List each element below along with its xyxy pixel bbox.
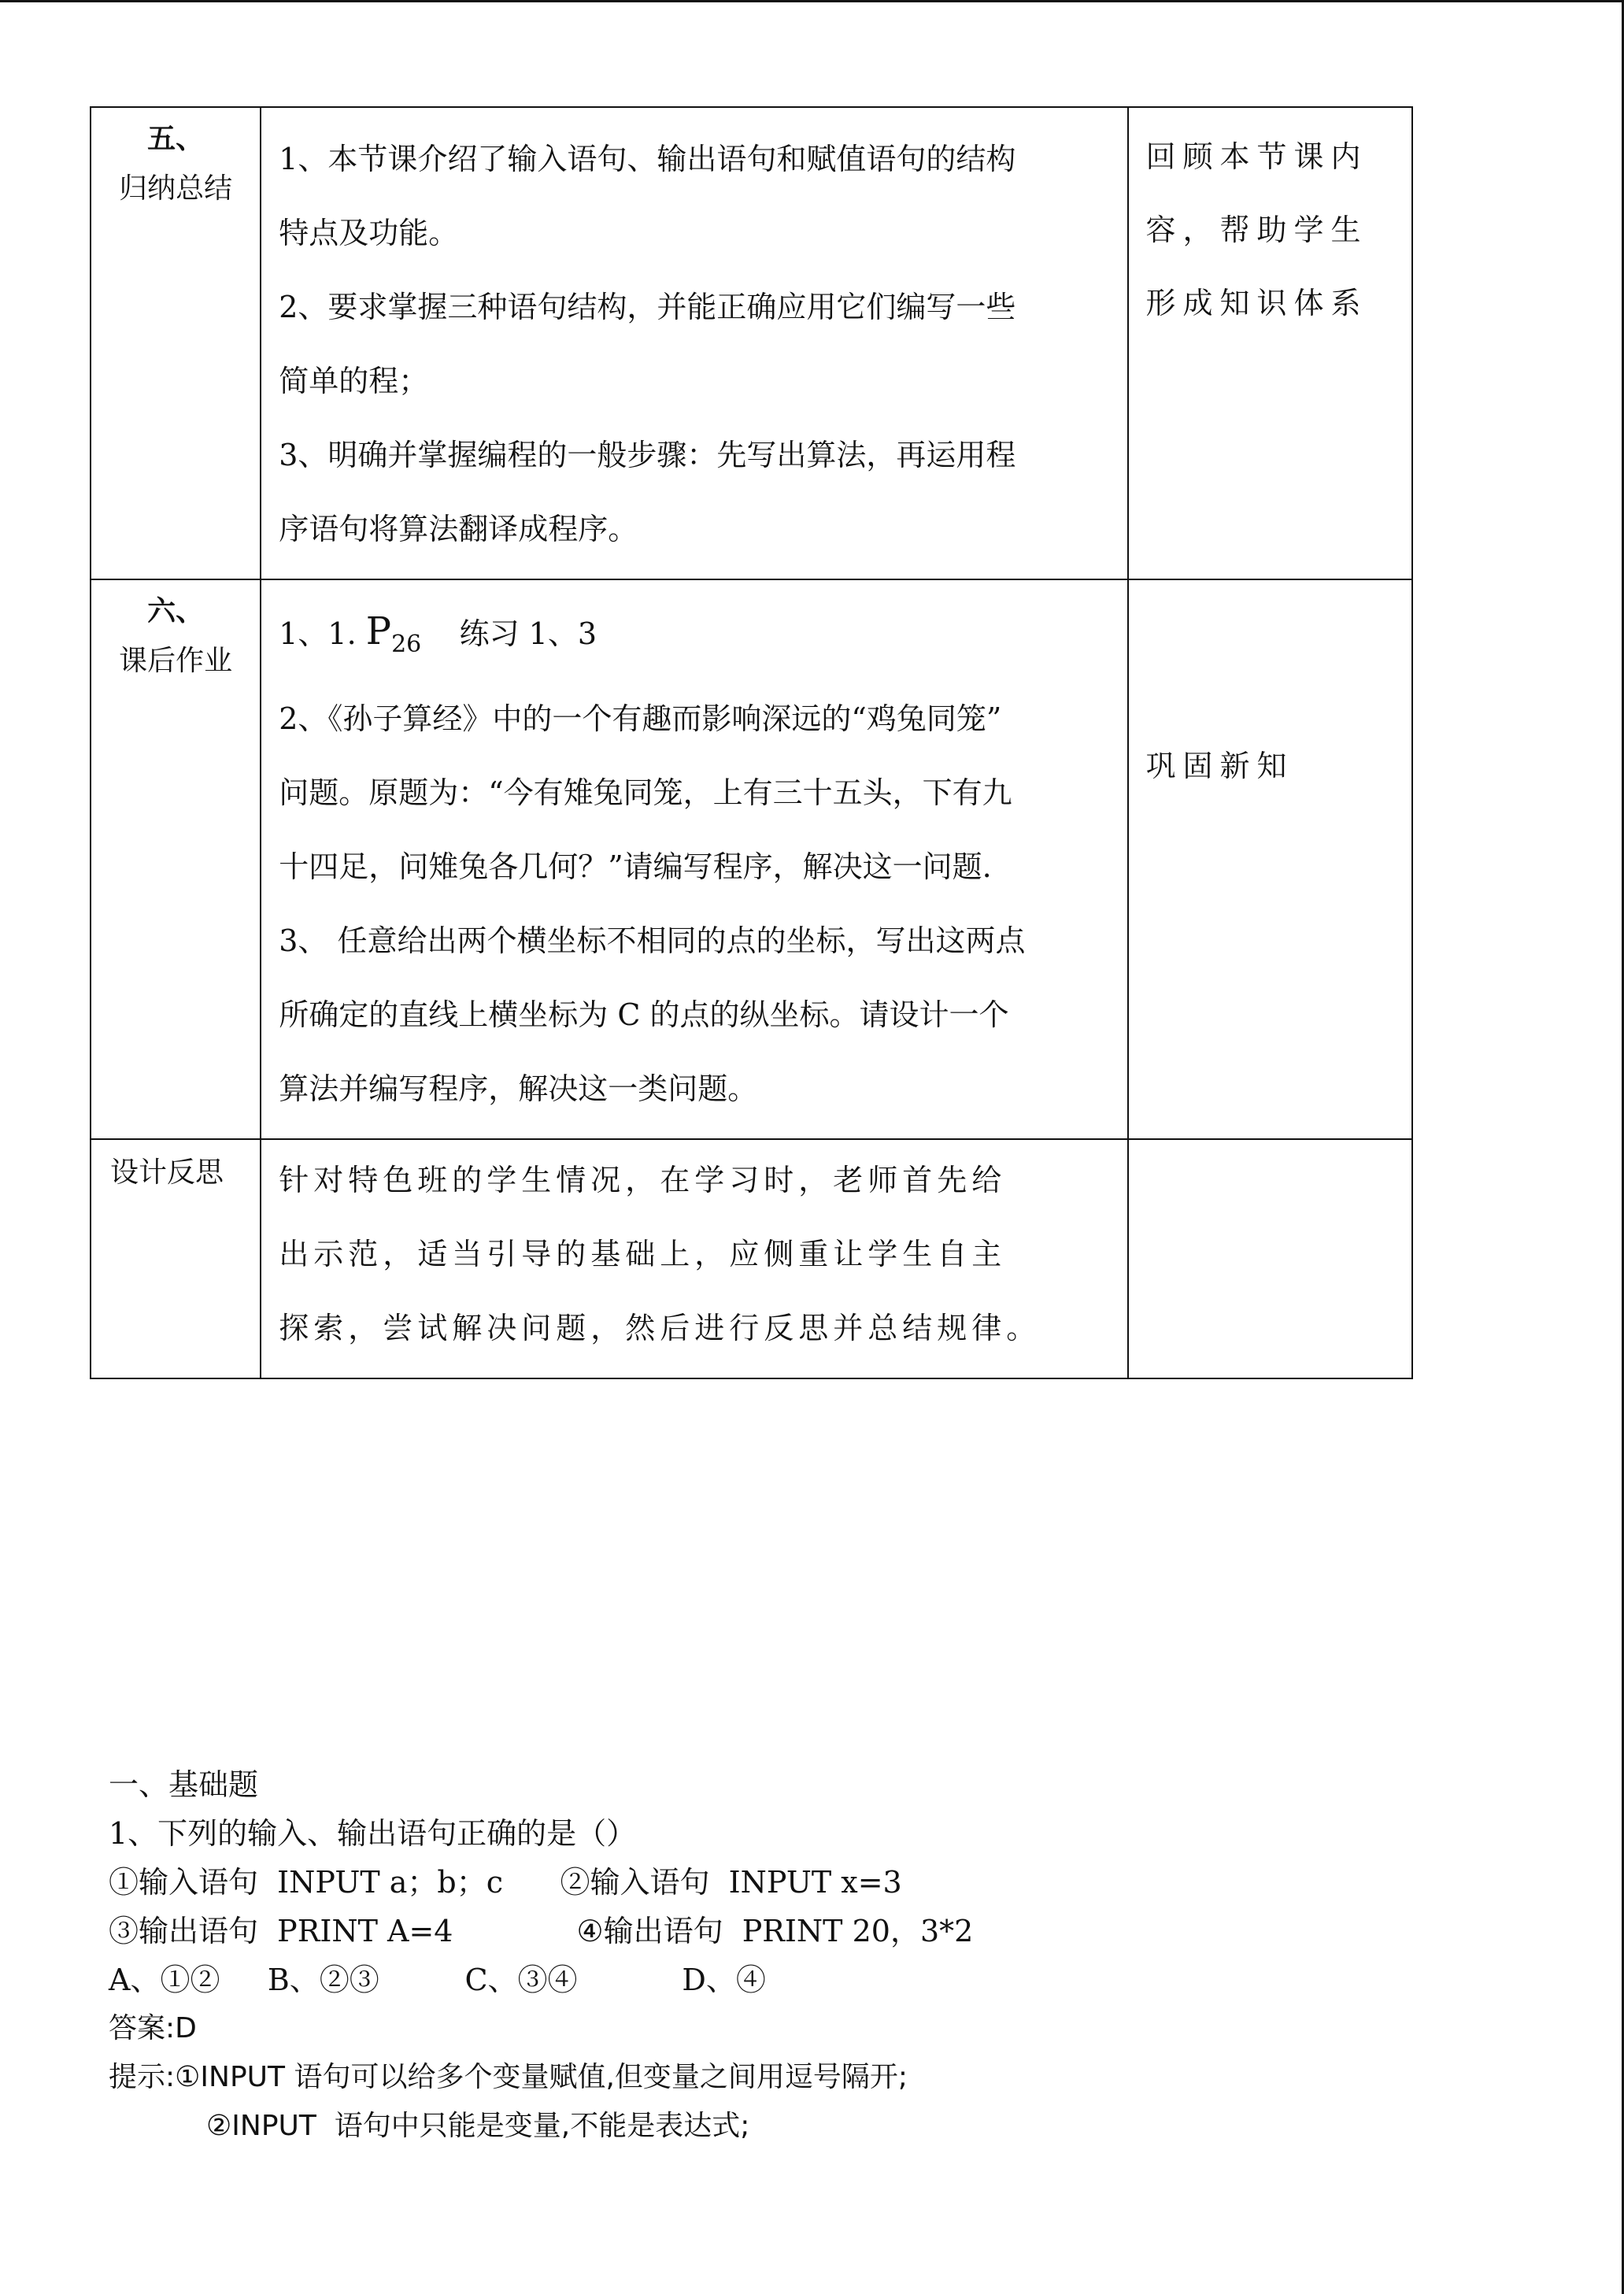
note-line: 巩固新知 <box>1145 749 1294 783</box>
content-line: 简单的程； <box>279 364 429 398</box>
content-line: 序语句将算法翻译成程序。 <box>279 512 638 546</box>
content-line: 针对特色班的学生情况，在学习时，老师首先给 <box>279 1163 1007 1197</box>
content-line: 算法并编写程序，解决这一类问题。 <box>279 1071 758 1106</box>
note-cell <box>1128 1139 1412 1378</box>
hint-line: 提示:①INPUT 语句可以给多个变量赋值,但变量之间用逗号隔开; <box>109 2061 908 2093</box>
content-line: 1、本节课介绍了输入语句、输出语句和赋值语句的结构 <box>279 142 1016 176</box>
content-line: 出示范，适当引导的基础上，应侧重让学生自主 <box>279 1237 1007 1271</box>
exercise-section <box>109 1760 1447 2151</box>
note-line: 容，帮助学生 <box>1145 213 1368 247</box>
answer-line: 答案:D <box>109 2012 197 2044</box>
homework-line-1 <box>279 594 1111 682</box>
stage-name: 课后作业 <box>119 645 233 678</box>
content-line: 问题。原题为：“今有雉兔同笼，上有三十五头，下有九 <box>279 775 1012 810</box>
page-border-top <box>0 0 1624 2</box>
homework-prefix: 1、1. <box>279 616 357 651</box>
hint-line: ②INPUT 语句中只能是变量,不能是表达式; <box>206 2110 750 2142</box>
stage-cell <box>91 1139 261 1378</box>
content-line: 探索，尝试解决问题，然后进行反思并总结规律。 <box>279 1311 1041 1345</box>
content-line: 3、 任意给出两个横坐标不相同的点的坐标，写出这两点 <box>279 923 1026 958</box>
option-line: ①输入语句 INPUT a；b；c ②输入语句 INPUT x=3 <box>109 1865 902 1900</box>
table-row <box>91 1139 1412 1378</box>
content-line: 所确定的直线上横坐标为 C 的点的纵坐标。请设计一个 <box>279 997 1009 1032</box>
note-cell <box>1128 107 1412 579</box>
content-cell <box>261 579 1127 1139</box>
lesson-plan-table <box>90 106 1413 1379</box>
content-line: 2、《孙子算经》中的一个有趣而影响深远的“鸡兔同笼” <box>279 701 1002 736</box>
content-line: 十四足，问雉兔各几何？”请编写程序，解决这一问题. <box>279 849 992 884</box>
table-row <box>91 579 1412 1139</box>
stage-name: 归纳总结 <box>119 172 233 205</box>
stage-cell <box>91 107 261 579</box>
table-row <box>91 107 1412 579</box>
content-line: 2、要求掌握三种语句结构，并能正确应用它们编写一些 <box>279 290 1016 324</box>
question-text: 1、下列的输入、输出语句正确的是（） <box>109 1816 637 1851</box>
content-cell <box>261 1139 1127 1378</box>
choices-line: A、①② B、②③ C、③④ D、④ <box>109 1963 766 1997</box>
stage-name: 设计反思 <box>110 1156 224 1189</box>
note-cell <box>1128 579 1412 1139</box>
note-line: 形成知识体系 <box>1145 286 1368 320</box>
note-line: 回顾本节课内 <box>1145 139 1368 174</box>
content-line: 3、明确并掌握编程的一般步骤：先写出算法，再运用程 <box>279 438 1016 472</box>
page-ref-p: P <box>365 609 392 653</box>
section-title: 一、基础题 <box>109 1767 259 1802</box>
stage-cell <box>91 579 261 1139</box>
page-ref-number: 26 <box>391 631 422 658</box>
content-cell <box>261 107 1127 579</box>
stage-number: 五、 <box>147 123 205 155</box>
option-line: ③输出语句 PRINT A=4 ④输出语句 PRINT 20，3*2 <box>109 1914 974 1948</box>
stage-number: 六、 <box>147 595 205 627</box>
homework-suffix: 练习 1、3 <box>459 616 597 651</box>
content-line: 特点及功能。 <box>279 216 459 250</box>
